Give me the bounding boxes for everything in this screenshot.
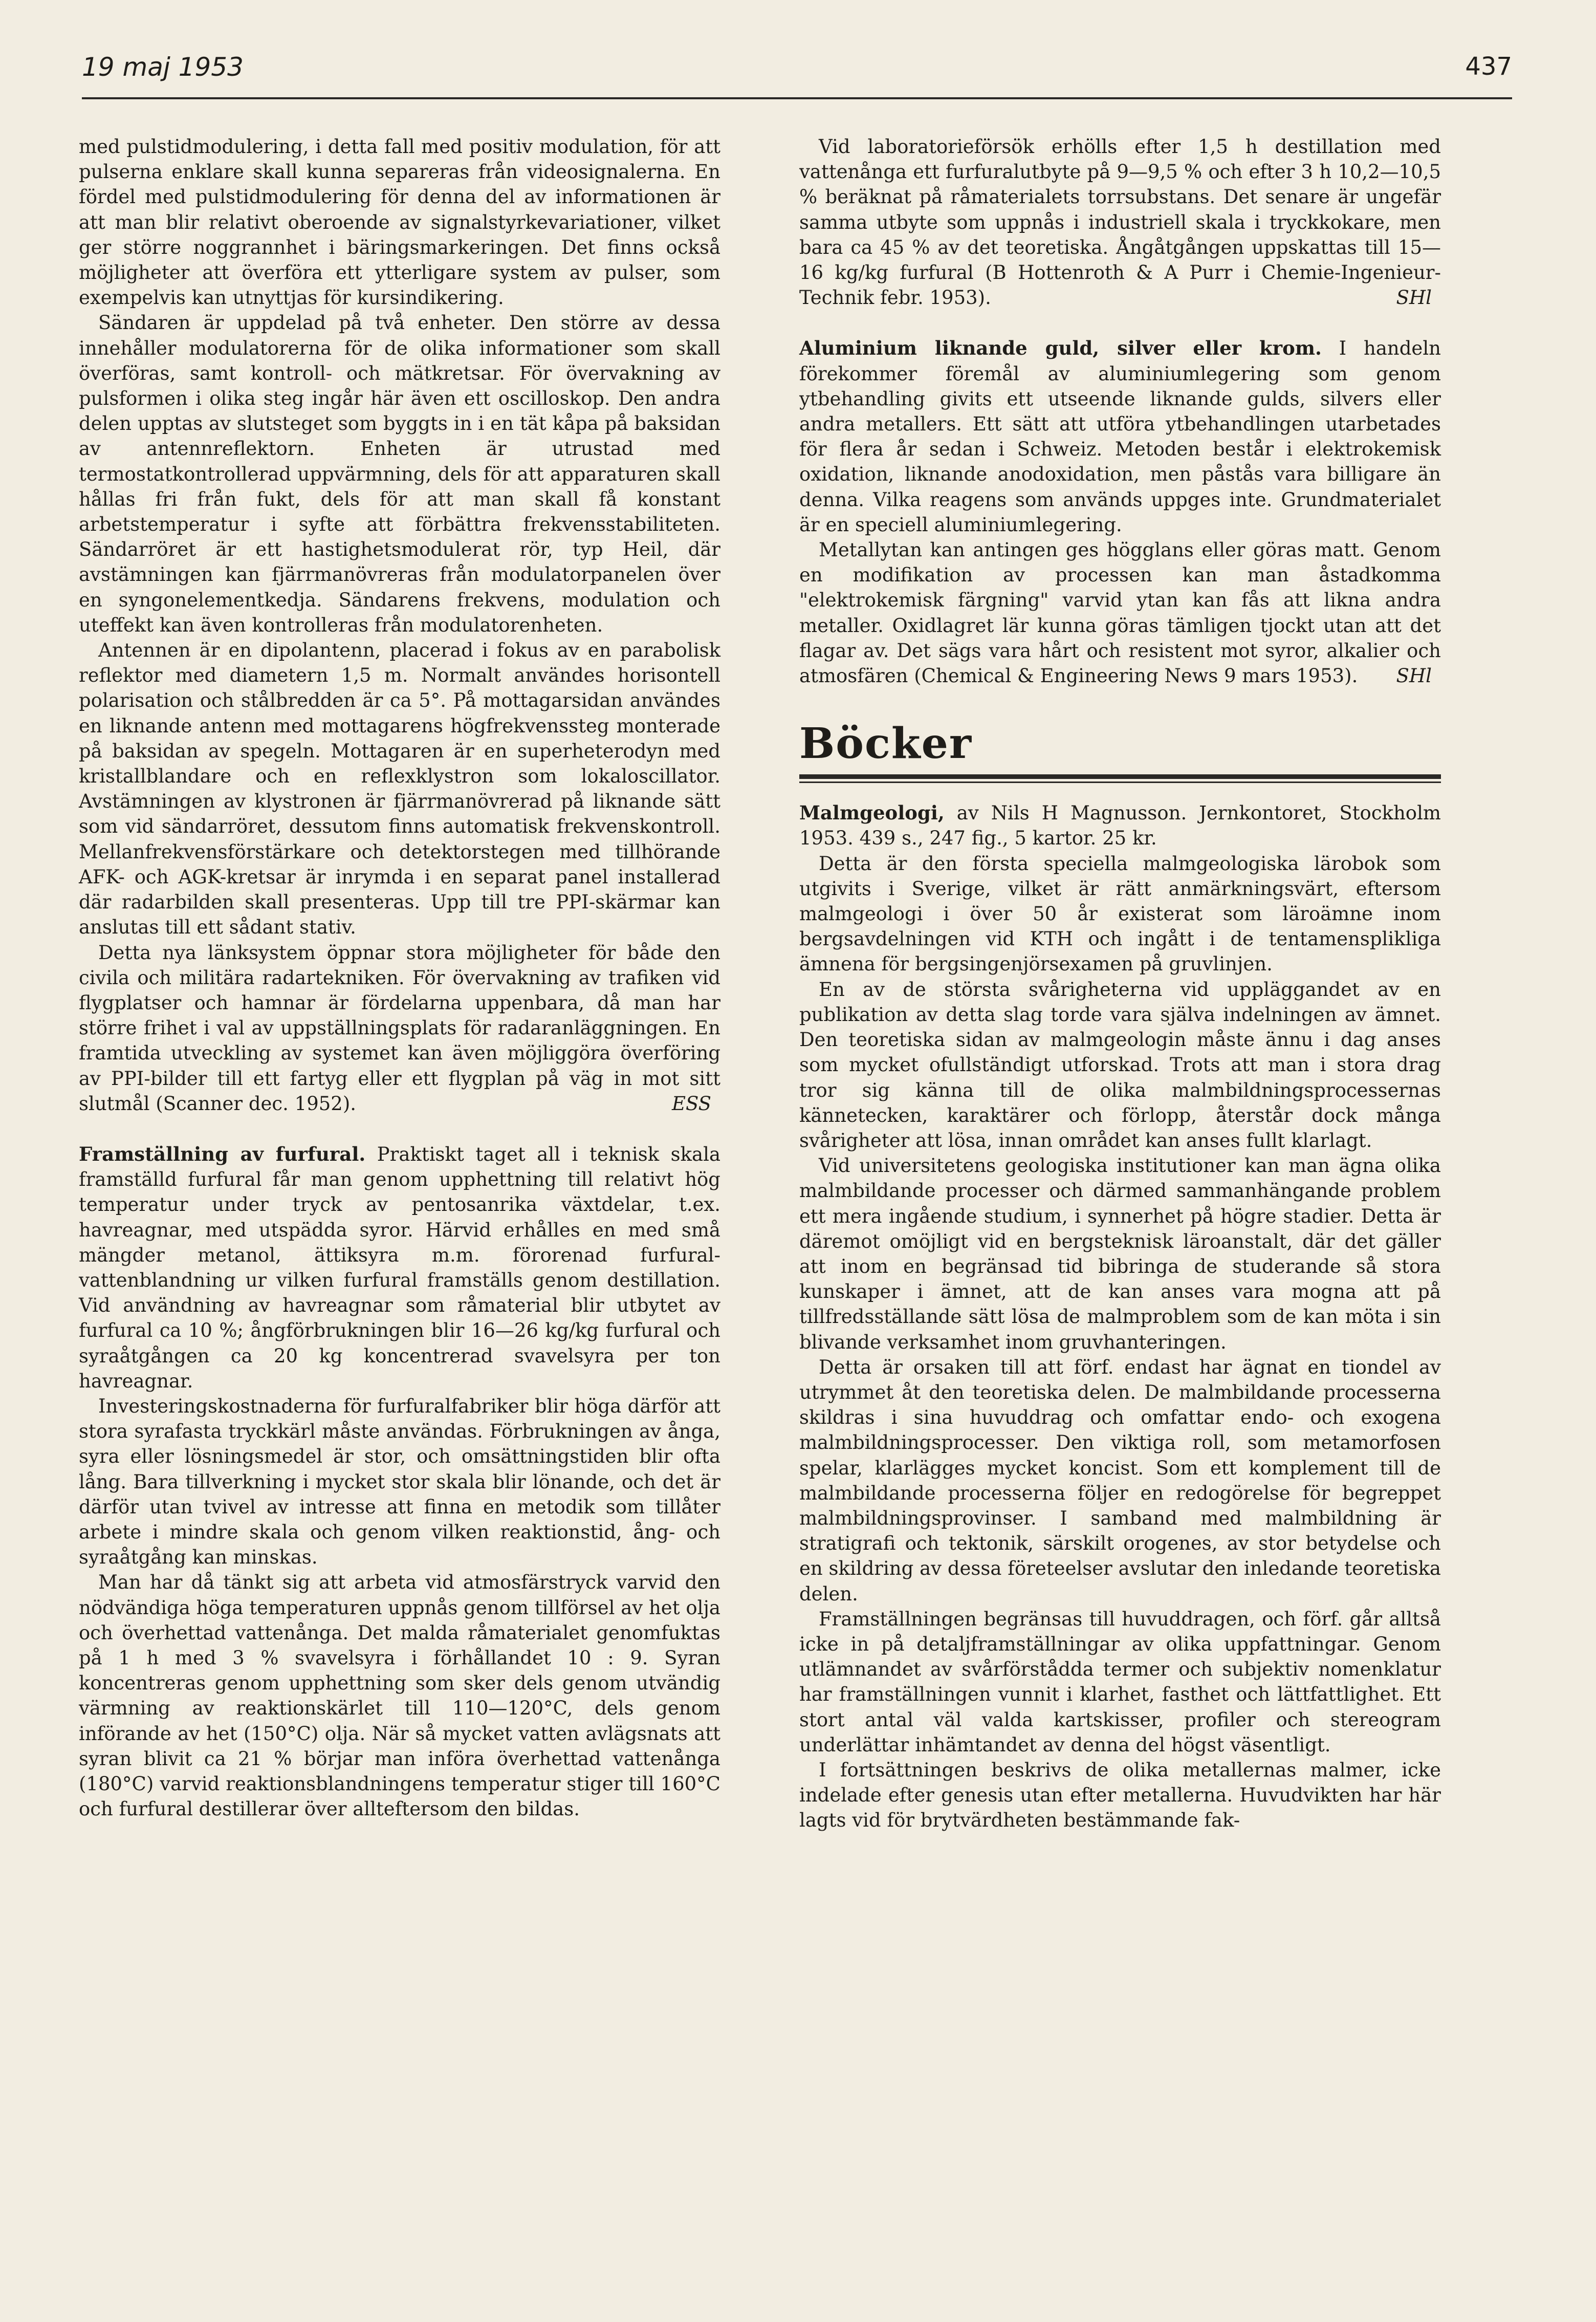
running-header <box>82 47 1512 98</box>
author-signature: ESS <box>671 1092 711 1115</box>
article-paragraph <box>79 1142 720 1394</box>
spacer <box>799 310 1441 336</box>
left-column <box>79 134 720 1821</box>
section-title: Böcker <box>799 719 973 769</box>
paragraph: En av de största svårigheterna vid uppläggandet av en publikation av detta slag torde vara själva indelningen av ämnet. Den teoretiska sidan av malmgeologin måste ännu i dag anses som mycket ofullständigt utforskad. Trots att man i stora drag tror sig känna till de olika malmbildningsprocessernas kännetecken, karaktärer och förlopp, återstår dock många svårigheter att lösa, innan området kan anses fullt klarlagt. <box>799 978 1441 1152</box>
paragraph: I fortsättningen beskrivs de olika metallernas malmer, icke indelade efter genesis utan efter metallerna. Huvudvikten har här lagts vid för brytvärdheten bestämmande fak- <box>799 1759 1441 1832</box>
paragraph <box>799 537 1441 688</box>
paragraph-text: Detta nya länksystem öppnar stora möjligheter för både den civila och militära radartekniken. För övervakning av trafiken vid flygplatser och hamnar är fördelarna uppenbara, då man har större frihet i val av uppställningsplats för radaranläggningen. En framtida utveckling av systemet kan även möjliggöra överföring av PPI-bilder till ett fartyg eller ett flygplan på väg in mot sitt slutmål (Scanner dec. 1952). <box>79 941 720 1115</box>
page-number: 437 <box>1465 52 1512 81</box>
article-heading: Aluminium liknande guld, silver eller krom. <box>799 337 1322 360</box>
paragraph: Vid universitetens geologiska institutioner kan man ägna olika malmbildande processer och därmed sammanhängande problem ett mera ingående studium, i synnerhet på högre stadier. Detta är däremot omöjligt vid en bergsteknisk läroanstalt, där det gäller att inom en begränsad tid bibringa de studerande så stora kunskaper i ämnet, att de kan anses vara mogna att på tillfredsställande sätt lösa de malmproblem som de kan möta i sin blivande verksamhet inom gruvhanteringen. <box>799 1155 1441 1353</box>
book-reference <box>799 800 1441 851</box>
section-rule-thin <box>799 782 1441 783</box>
spacer <box>79 1116 720 1142</box>
article-paragraph <box>799 336 1441 537</box>
right-column <box>799 134 1441 1833</box>
book-title: Malmgeologi, <box>799 801 945 824</box>
paragraph: Framställningen begränsas till huvuddragen, och förf. går alltså icke in på detaljframställningar av olika uppfattningar. Genom utlämnandet av svårförstådda termer och subjektiv nomenklatur har framställningen vunnit i klarhet, fasthet och lättfattlighet. Ett stort antal väl valda kartskisser, profiler och stereogram underlättar inhämtandet av denna del högst väsentligt. <box>799 1608 1441 1756</box>
paragraph: Detta är den första speciella malmgeologiska lärobok som utgivits i Sverige, vilket är rätt anmärkningsvärt, eftersom malmgeologi i över 50 år existerat som läroämne inom bergsavdelningen vid KTH och ingått i de tentamensplikliga ämnena för bergsingenjörsexamen på gruvlinjen. <box>799 852 1441 975</box>
issue-date: 19 maj 1953 <box>82 52 244 82</box>
paragraph: Sändaren är uppdelad på två enheter. Den större av dessa innehåller modulatorerna för de olika informationer som skall överföras, samt kontroll- och mätkretsar. För övervakning av pulsformen i olika steg ingår här även ett oscilloskop. Den andra delen upptas av slutsteget som byggts in i en tät kåpa på baksidan av antennreflektorn. Enheten är utrustad med termostatkontrollerad uppvärmning, dels för att apparaturen skall hållas fri från fukt, dels för att man skall få konstant arbetstemperatur i syfte att förbättra frekvensstabiliteten. Sändarröret är ett hastighetsmodulerat rör, typ Heil, där avstämningen kan fjärrmanövreras från modulatorpanelen över en syngonelementkedja. Sändarens frekvens, modulation och uteffekt kan även kontrolleras från modulatorenheten. <box>79 312 720 636</box>
paragraph: Investeringskostnaderna för furfuralfabriker blir höga därför att stora syrafasta tryckkärl måste användas. Förbrukningen av ånga, syra eller lösningsmedel är stor, och omsättningstiden blir ofta lång. Bara tillverkning i mycket stor skala blir lönande, och det är därför utan tvivel av intresse att finna en metodik som tillåter arbete i mindre skala och genom vilken reaktionstid, ång- och syraåtgång kan minskas. <box>79 1395 720 1569</box>
paragraph: Antennen är en dipolantenn, placerad i fokus av en parabolisk reflektor med diametern 1,5 m. Normalt användes horisontell polarisation och stålbredden är ca 5°. På mottagarsidan användes en liknande antenn med mottagarens högfrekvenssteg monterade på baksidan av spegeln. Mottagaren är en superheterodyn med kristallblandare och en reflexklystron som lokaloscillator. Avstämningen av klystronen är fjärrmanövrerad på liknande sätt som vid sändarröret, dessutom finns automatisk frekvenskontroll. Mellanfrekvensförstärkare och detektorstegen med tillhörande AFK- och AGK-kretsar är inrymda i en separat panel installerad där radarbilden skall presenteras. Upp till tre PPI-skärmar kan anslutas till ett sådant stativ. <box>79 639 720 939</box>
paragraph-text: Metallytan kan antingen ges högglans eller göras matt. Genom en modifikation av processen kan man åstadkomma "elektrokemisk färgning" varvid ytan kan fås att likna andra metaller. Oxidlagret lär kunna göras tämligen tjockt utan att det flagar av. Det sägs vara hårt och resistent mot syror, alkalier och atmosfären (Chemical & Engineering News 9 mars 1953). <box>799 539 1441 687</box>
paragraph <box>79 940 720 1116</box>
article-heading: Framställning av furfural. <box>79 1142 366 1165</box>
paragraph-text: I handeln förekommer föremål av aluminiumlegering som genom ytbehandling givits ett utseende liknande gulds, silvers eller andra metallers. Ett sätt att utföra ytbehandlingen utarbetades för flera år sedan i Schweiz. Metoden består i elektrokemisk oxidation, liknande anodoxidation, men påstås vara billigare än denna. Vilka reagens som används uppges inte. Grundmaterialet är en speciell aluminiumlegering. <box>799 337 1441 536</box>
paragraph: med pulstidmodulering, i detta fall med positiv modulation, för att pulserna enklare skall kunna separeras från videosignalerna. En fördel med pulstidmodulering för denna del av informationen är att man blir relativt oberoende av signalstyrkevariationer, vilket ger större noggrannhet i bäringsmarkeringen. Det finns också möjligheter att överföra ett ytterligare system av pulser, som exempelvis kan utnyttjas för kursindikering. <box>79 136 720 309</box>
section-rule <box>799 774 1441 779</box>
paragraph <box>799 134 1441 310</box>
paragraph: Detta är orsaken till att förf. endast har ägnat en tiondel av utrymmet åt den teoretiska delen. De malmbildande processerna skildras i sina huvuddrag och omfattar endo- och exogena malmbildningsprocesser. Den viktiga roll, som metamorfosen spelar, klarlägges mycket koncist. Som ett komplement till de malmbildande processerna följer en redogörelse för begreppet malmbildningsprovinser. I samband med malmbildning är stratigrafi och tektonik, särskilt orogenes, av stor betydelse och en skildring av dessa företeelser avslutar den inledande teoretiska delen. <box>799 1356 1441 1605</box>
author-signature: SHl <box>1396 287 1432 309</box>
paragraph-text: Praktiskt taget all i teknisk skala framställd furfural får man genom upphettning till relativt hög temperatur under tryck av pentosanrika växtdelar, t.ex. havreagnar, med utspädda syror. Härvid erhålles en med små mängder metanol, ättiksyra m.m. förorenad furfural-vattenblandning ur vilken furfural framställs genom destillation. Vid användning av havreagnar som råmaterial blir utbytet av furfural ca 10 %; ångförbrukningen blir 16—26 kg/kg furfural och syraåtgången ca 20 kg koncentrerad svavelsyra per ton havreagnar. <box>79 1143 720 1392</box>
books-section <box>799 718 1441 783</box>
book-details: av Nils H Magnusson. Jernkontoret, Stockholm 1953. 439 s., 247 fig., 5 kartor. 25 kr. <box>799 802 1441 850</box>
author-signature: SHl <box>1396 665 1432 687</box>
paragraph-text: Vid laboratorieförsök erhölls efter 1,5 h destillation med vattenånga ett furfuralutbyte på 9—9,5 % och efter 3 h 10,2—10,5 % beräknat på råmaterialets torrsubstans. Det senare är ungefär samma utbyte som uppnås i industriell skala i tryckkokare, men bara ca 45 % av det teoretiska. Ångåtgången uppskattas till 15—16 kg/kg furfural (B Hottenroth & A Purr i Chemie-Ingenieur-Technik febr. 1953). <box>799 136 1441 309</box>
header-rule <box>82 97 1512 99</box>
paragraph: Man har då tänkt sig att arbeta vid atmosfärstryck varvid den nödvändiga höga temperaturen uppnås genom tillförsel av het olja och överhettad vattenånga. Det malda råmaterialet genomfuktas på 1 h med 3 % svavelsyra i förhållandet 10 : 9. Syran koncentreras genom upphettning som sker dels genom utvändig värmning av reaktionskärlet till 110—120°C, dels genom införande av het (150°C) olja. När så mycket vatten avlägsnats att syran blivit ca 21 % börjar man införa överhettad vattenånga (180°C) varvid reaktionsblandningens temperatur stiger till 160°C och furfural destillerar över allteftersom den bildas. <box>79 1571 720 1820</box>
